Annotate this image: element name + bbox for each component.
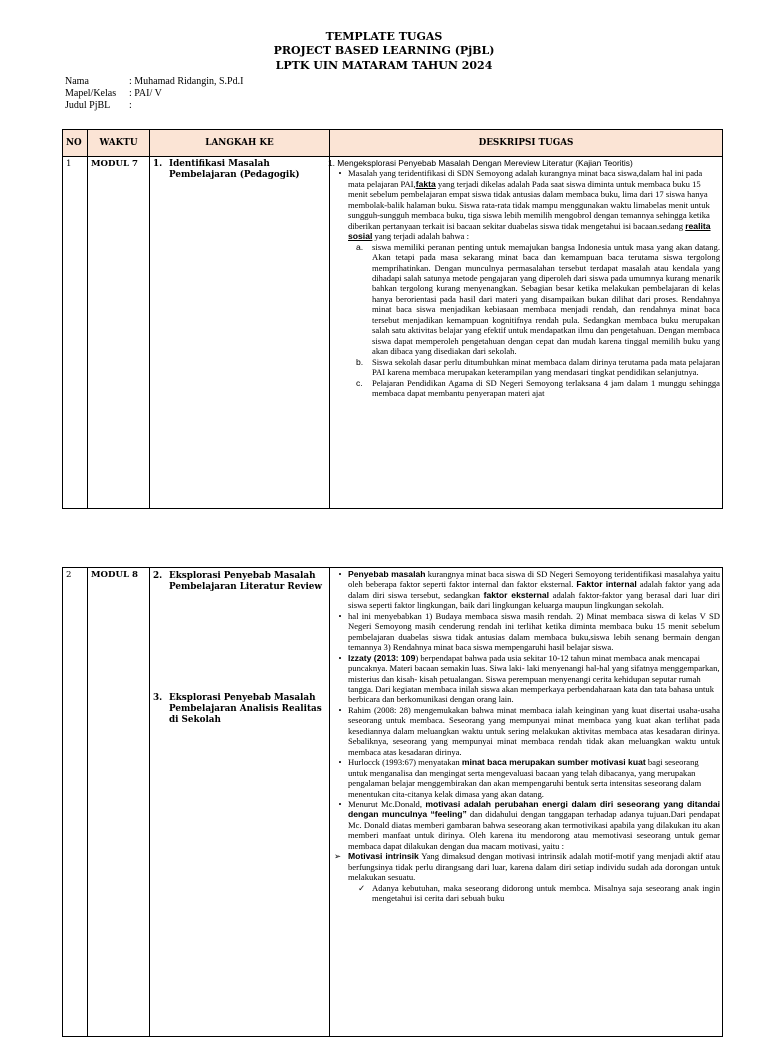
title-3: LPTK UIN MATARAM TAHUN 2024 [275,59,493,72]
row2-step3-number: 3. [153,693,163,703]
row2-p5-bold: minat baca merupakan sumber motivasi kuat [461,757,646,768]
row2-p3-bold: Izzaty (2013: 109 [348,652,416,663]
row2-langkah [150,568,330,1037]
row1-b1-realita: realita sosial [348,220,711,242]
row2-p1-a: kurangnya minat baca siswa di SD Negeri Semoyong teridentifikasi masalahya yaitu oleh beberapa faktor seperti faktor internal dan faktor eksternal. [348,569,720,590]
row2-p6-a: Menurut Mc.Donald, [348,798,426,809]
row2-p4: Rahim (2008: 28) mengemukakan bahwa minat membaca ialah keinginan yang kuat disertai usaha-usaha seseorang untuk membaca. Seseorang yang mempunyai minat membaca yang kuat akan terlihat pada kesediannya dalam meluangkan waktu untuk sering melakukan aktivitas membaca atas kesadaran dirinya. Sebaliknya, seseorang yang mempunyai minat membaca rendah tidak akan meluangkan waktu untuk membaca atas kesadaran dirinya. [348,704,720,757]
row2-p1-fe: faktor eksternal [483,589,550,600]
row1-b1-post: yang terjadi dikelas adalah Pada saat siswa diminta untuk membaca buku 15 menit sebelum pembelajaran empat siswa tidak antusias dalam membaca buku, lima dari 17 siswa hanya membolak-balik halaman buku. Siswa rata-rata tidak mampu menggunakan waktu limabelas menit untuk sungguh-sungguh membaca buku, tiga siswa lebih memilih mengobrol dengan temannya sehingga ketika diberikan pertanyaan terkait isi bacaan sekitar duabelas siswa tidak mengetahui isi bacaan.sedang [348,178,710,231]
nama-value: : Muhamad Ridangin, S.Pd.I [129,76,244,87]
row2-p3-a: ) berpendapat bahwa pada usia sekitar 10-12 tahun minat membaca anak mencapai puncaknya. Materi bacaan semakin luas. Siwa laki- laki menyenangi hal-hal yang sifatnya menggemparkan, misterius dan kisah- kisah petualangan. Siswa perempuan menyenangi cerita kehidupan seputar rumah tangga. Dari kegiatan membaca inilah siswa akan memperkaya perbendaharaan kata dan tata bahasa untuk berbicara dan berkomunikasi dengan orang lain. [348,652,720,705]
row1-step-text: Identifikasi Masalah Pembelajaran (Pedagogik) [169,159,300,180]
row1-langkah [150,157,330,509]
row2-p8: Adanya kebutuhan, maka seseorang didorong untuk membca. Misalnya saja seseorang anak ingin mengetahui isi cerita dari sebuah buku [372,882,720,904]
row2-p6-c: dan didahului dengan tanggapan terhadap adanya tujuan.Dari pendapat Mc. Donald diatas memberi gambaran bahwa seseorang akan termotivikasi apabila yang dilakukan itu akan memberi manfaat untuk dirinya. Oleh karena itu mendorong atau memotivasi seseorang untuk gemar membaca dapat dilakukan dengan dua macam motivasi, yaitu : [348,809,720,851]
row2-waktu: MODUL 8 [88,568,150,1037]
row2-p7-bold: Motivasi intrinsik [348,851,419,862]
title-2: PROJECT BASED LEARNING (PjBL) [273,44,495,57]
header-langkah: LANGKAH KE [150,130,330,157]
judul-value: : [129,100,132,111]
row1-c-text: Pelajaran Pendidikan Agama di SD Negeri Semoyong terlaksana 4 jam dalam 1 munggu sehingga membaca dapat membantu penyerapan materi ajat [372,377,720,398]
row2-step2-number: 2. [153,571,163,581]
row2-p1-d: adalah faktor-faktor yang berasal dari luar diri siswa seperti faktor lingkungan, baik dari lingkungan keluarga maupun lingkungan sekolah. [348,589,720,611]
row1-b-marker: b. [356,356,364,367]
bullet-dot-icon: • [338,798,342,809]
checkmark-bullet-icon: ✓ [358,882,366,893]
task-table-2 [62,567,723,1037]
row1-lead: 1. Mengeksplorasi Penyebab Masalah Dengan Mereview Literatur (Kajian Teoritis) [328,158,633,168]
row2-no: 2 [63,568,88,1037]
bullet-dot-icon: • [338,757,342,768]
nama-label: Nama [65,76,89,87]
row2-p5-a: Hurlocck (1993:67) menyatakan [348,757,462,768]
header-deskripsi: DESKRIPSI TUGAS [330,130,723,157]
table-header-row [63,130,723,157]
header-waktu: WAKTU [88,130,150,157]
bullet-dot-icon: • [338,569,342,579]
row1-b1-end: yang terjadi adalah bahwa : [372,231,470,242]
row2-p1-bold: Penyebab masalah [348,569,426,579]
meta-judul [65,100,132,112]
row2-step3-text: Eksplorasi Penyebab Masalah Pembelajaran Analisis Realitas di Sekolah [169,693,322,725]
row2-deskripsi [330,568,723,1037]
bullet-dot-icon: • [338,610,342,621]
row1-no: 1 [63,157,88,509]
bullet-dot-icon: • [338,652,342,663]
row2-step2-text: Eksplorasi Penyebab Masalah Pembelajaran Literatur Review [169,571,322,592]
row1-waktu: MODUL 7 [88,157,150,509]
arrow-bullet-icon: ➢ [334,851,342,862]
row2-p5-c: bagi seseorang untuk menganalisa dan mengingat serta mengevaluasi bacaan yang telah dibacanya, yang merupakan pengalaman belajar menggembirakan dan akan mempengaruhi bentuk serta intensitas seseorang dalam menentukan cita-citanya kelak dimasa yang akan datang. [348,757,702,799]
row2-p2: hal ini menyebabkan 1) Budaya membaca siswa masih rendah. 2) Minat membaca siswa di kelas V SD Negeri Semoyong masih cenderung rendah ini terlihat ketika diminta membaca buku 15 menit sebelum pembelajaran duabelas siswa tidak antusias dalam membaca buku,siswa lebih senang bermain dengan temannya 3) Rendahnya minat baca siswa mempengaruhi hasil belajar siswa. [348,610,720,653]
meta-mapel [65,88,162,100]
table-row [63,157,723,509]
row1-a-text: siswa memiliki peranan penting untuk memajukan bangsa Indonesia untuk masa yang akan datang. Akan tetapi pada masa sekarang minat baca dan kemampuan baca terutama siswa tergolong memprihatinkan. Dengan munculnya permasalahan tersebut terdapat masalah atau kendala yang dihadapi salah satunya metode pengajaran yang diperoleh dari siswa pada umumnya kurang menarik bahkan tergolong kurang menyenangkan. Sebagian besar ketika melakukan pembelajaran di kelas hanya berorientasi pada hasil dari materi yang disampaikan bukan dilihat dari proses. Rendahnya minat baca siswa menjadikan kebiasaan membaca menjadi rendah, dan rendahnya minat baca tersebut menjadikan kemampuan kognitifnya rendah pula. Sedangkan membaca buku merupakan salah satu aktivitas belajar yang efektif untuk mendapatkan ilmu dan pengetahuan. Dengan membaca siswa dapat memperoleh pengetahuan dengan cepat dan mudah karena tinggal memilih buku yang akan dibaca yang disediakan dari sekolah. [372,241,720,357]
judul-label: Judul PjBL [65,100,111,111]
row1-b-text: Siswa sekolah dasar perlu ditumbuhkan minat membaca dalam dirinya terutama pada mata pelajaran PAI karena membaca merupakan keterampilan yang mendasari tingkat pendidikan selanjutnya. [372,356,720,378]
row1-a-marker: a. [356,241,364,252]
row1-b1-fakta: fakta [415,178,436,189]
header-no: NO [63,130,88,157]
row1-deskripsi [330,157,723,509]
mapel-value: : PAI/ V [129,88,162,99]
row2-p1-c: adalah faktor yang ada dalam diri siswa tersebut, sedangkan [348,579,721,600]
table-row [63,568,723,1037]
row2-p6-bold: motivasi adalah perubahan energi dalam diri seseorang yang ditandai dengan munculnya “feeling” [348,798,721,820]
row1-b1-pre: Masalah yang teridentifikasi di SDN Semoyong adalah kurangnya minat baca siswa,dalam hal ini pada mata pelajaran PAI, [348,168,703,189]
bullet-dot-icon: • [338,168,342,179]
meta-nama [65,76,243,88]
title-1: TEMPLATE TUGAS [325,30,443,43]
row2-p7-a: Yang dimaksud dengan motivasi intrinsik adalah motif-motif yang menjadi aktif atau berfungsinya tidak perlu dirangsang dari luar, karena dalam diri setiap individu sudah ada dorongan untuk melakukan sesuatu. [348,851,720,883]
row1-c-marker: c. [356,377,363,388]
mapel-label: Mapel/Kelas [65,88,117,99]
row2-p1-fi: Faktor internal [576,579,637,590]
bullet-dot-icon: • [338,704,342,715]
task-table-1 [62,129,723,509]
row1-step-number: 1. [153,159,163,169]
